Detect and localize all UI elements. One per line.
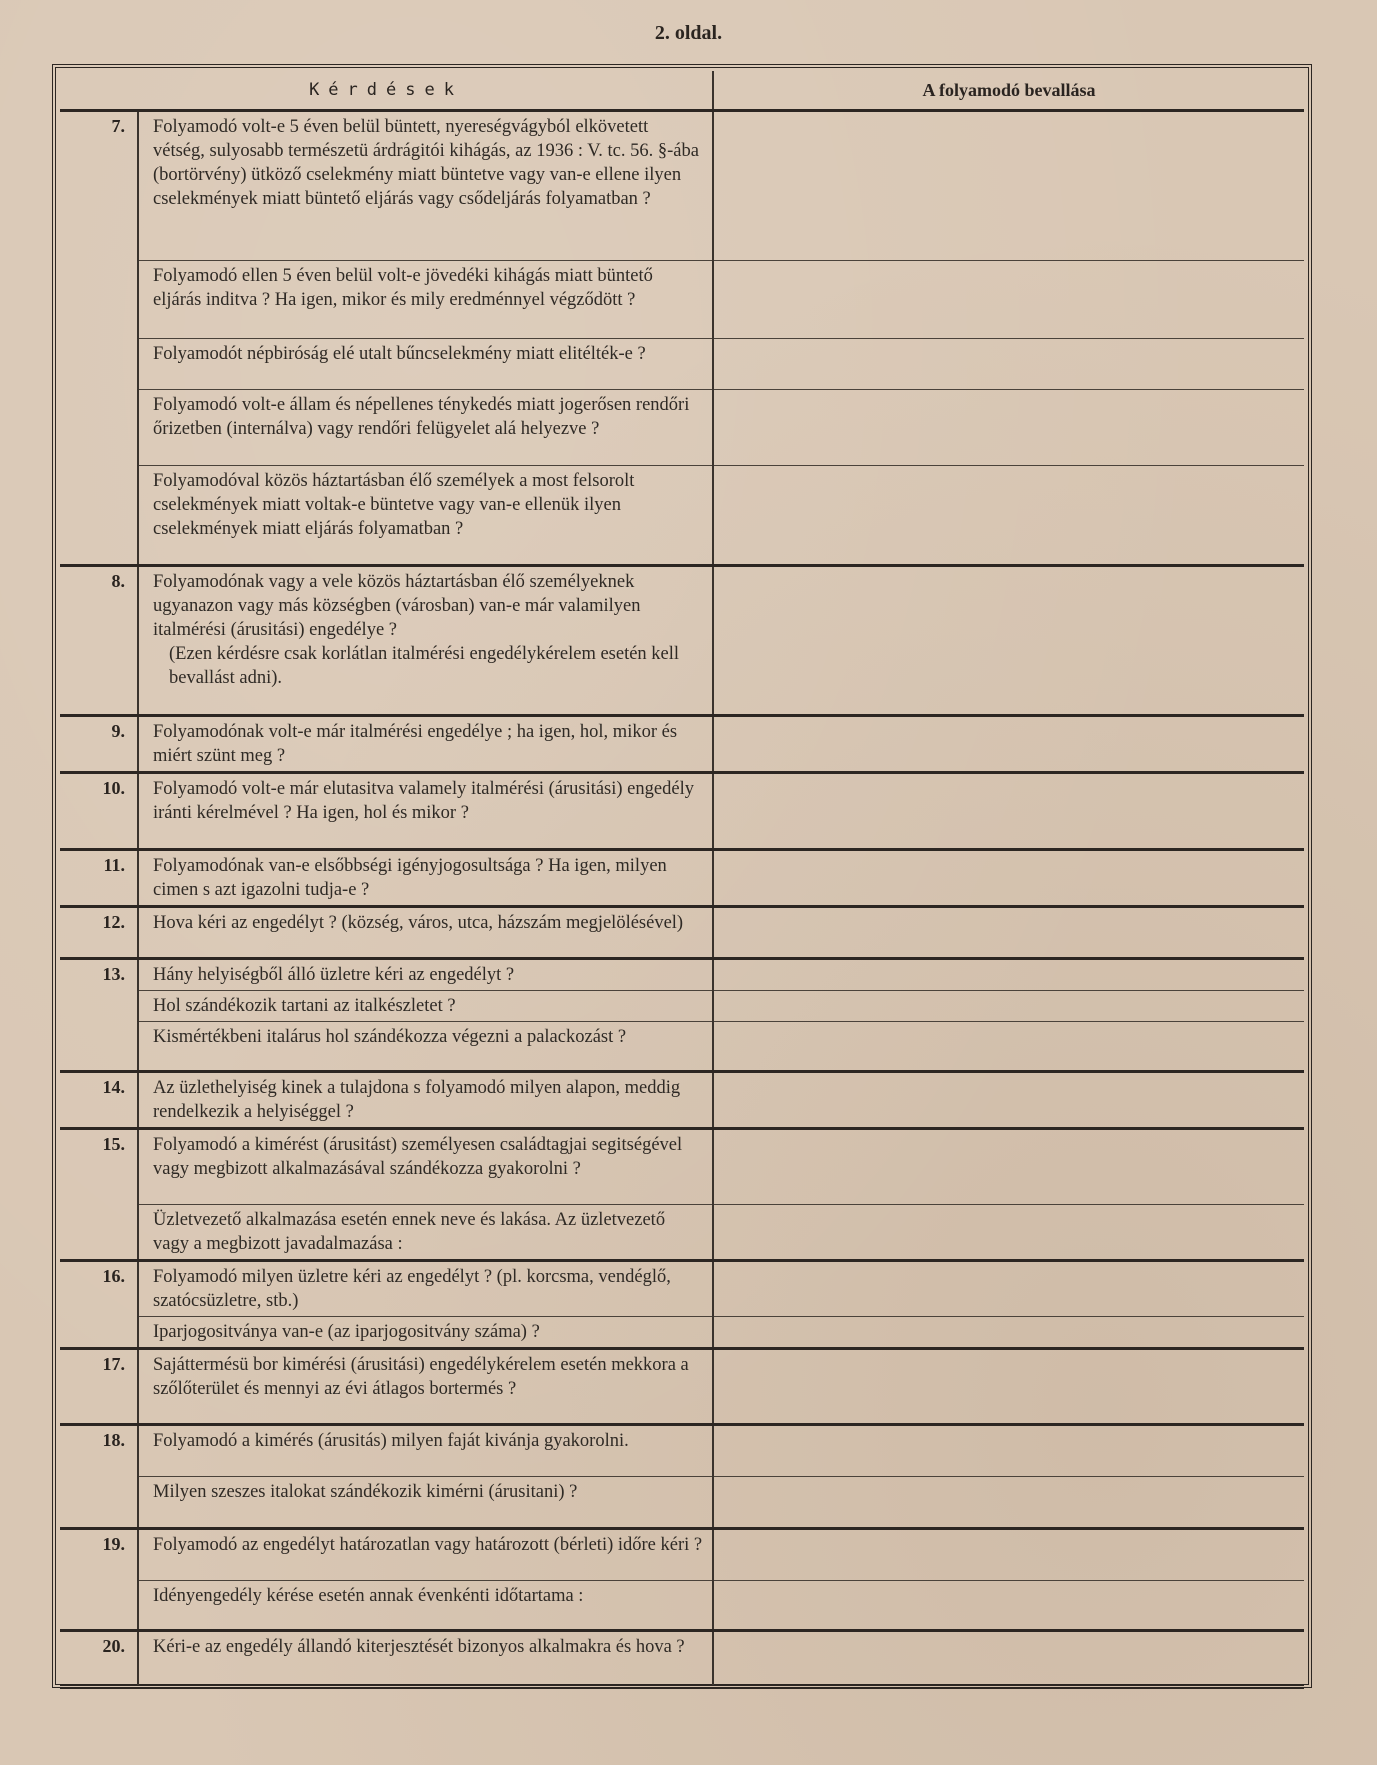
table-row — [60, 1129, 1304, 1205]
table-row — [60, 261, 1304, 339]
table-row — [60, 566, 1304, 716]
question-text: Üzletvezető alkalmazása esetén ennek neve és lakása. Az üzletvezető vagy a megbizott javadalmazása : — [138, 1205, 713, 1261]
table-row — [60, 850, 1304, 907]
question-number: 18. — [60, 1425, 138, 1477]
question-note: (Ezen kérdésre csak korlátlan italmérési engedélykérelem esetén kell bevallást adni). — [169, 644, 680, 688]
table-row — [60, 959, 1304, 991]
question-number: 11. — [60, 850, 138, 907]
answer-field[interactable] — [713, 1205, 1304, 1261]
question-text: Folyamodó ellen 5 éven belül volt-e jövedéki kihágás miatt büntető eljárás inditva ? Ha igen, mikor és mily eredménnyel végződött ? — [138, 261, 713, 339]
question-number: 16. — [60, 1261, 138, 1317]
question-cell — [138, 566, 713, 716]
table-row — [60, 390, 1304, 466]
question-number: 15. — [60, 1129, 138, 1205]
answer-field[interactable] — [713, 773, 1304, 850]
question-number — [60, 991, 138, 1022]
answer-field[interactable] — [713, 991, 1304, 1022]
table-row — [60, 991, 1304, 1022]
question-number — [60, 261, 138, 339]
answer-field[interactable] — [713, 1631, 1304, 1687]
question-text: Kéri-e az engedély állandó kiterjesztését bizonyos alkalmakra és hova ? — [138, 1631, 713, 1687]
question-number — [60, 390, 138, 466]
question-text: Iparjogositványa van-e (az iparjogositvány száma) ? — [138, 1317, 713, 1349]
question-number — [60, 1022, 138, 1072]
answer-field[interactable] — [713, 1129, 1304, 1205]
question-number: 10. — [60, 773, 138, 850]
table-row — [60, 466, 1304, 566]
table-row — [60, 1581, 1304, 1631]
question-text: Folyamodó az engedélyt határozatlan vagy határozott (bérleti) időre kéri ? — [138, 1529, 713, 1581]
answer-field[interactable] — [713, 959, 1304, 991]
question-text: Kismértékbeni italárus hol szándékozza végezni a palackozást ? — [138, 1022, 713, 1072]
question-number — [60, 1205, 138, 1261]
table-row — [60, 1261, 1304, 1317]
question-text: Folyamodó milyen üzletre kéri az engedélyt ? (pl. korcsma, vendéglő, szatócsüzletre, stb.) — [138, 1261, 713, 1317]
answer-field[interactable] — [713, 716, 1304, 773]
answer-field[interactable] — [713, 1425, 1304, 1477]
table-row — [60, 1317, 1304, 1349]
question-number: 14. — [60, 1072, 138, 1129]
table-row — [60, 1477, 1304, 1529]
table-row — [60, 339, 1304, 390]
table-row — [60, 1425, 1304, 1477]
answer-field[interactable] — [713, 566, 1304, 716]
answer-field[interactable] — [713, 1477, 1304, 1529]
answer-field[interactable] — [713, 1529, 1304, 1581]
question-text: Folyamodóval közös háztartásban élő személyek a most felsorolt cselekmények miatt voltak-e büntetve vagy van-e ellenük ilyen cselekmények miatt eljárás folyamatban ? — [138, 466, 713, 566]
table-row — [60, 1631, 1304, 1687]
question-number: 12. — [60, 907, 138, 959]
answer-field[interactable] — [713, 907, 1304, 959]
question-text: Milyen szeszes italokat szándékozik kimérni (árusitani) ? — [138, 1477, 713, 1529]
answer-field[interactable] — [713, 1261, 1304, 1317]
answer-field[interactable] — [713, 1022, 1304, 1072]
question-number: 7. — [60, 111, 138, 261]
table-row — [60, 1072, 1304, 1129]
questionnaire-table — [60, 71, 1304, 1689]
question-text: Folyamodó a kimérés (árusitás) milyen faját kivánja gyakorolni. — [138, 1425, 713, 1477]
question-text: Sajáttermésü bor kimérési (árusitási) engedélykérelem esetén mekkora a szőlőterület és mennyi az évi átlagos bortermés ? — [138, 1349, 713, 1425]
question-text: Hol szándékozik tartani az italkészletet ? — [138, 991, 713, 1022]
table-row — [60, 111, 1304, 261]
question-text: Hova kéri az engedélyt ? (község, város, utca, házszám megjelölésével) — [138, 907, 713, 959]
answer-field[interactable] — [713, 390, 1304, 466]
table-row — [60, 907, 1304, 959]
header-questions: Kérdések — [60, 71, 713, 111]
answer-field[interactable] — [713, 1349, 1304, 1425]
table-row — [60, 773, 1304, 850]
question-number: 13. — [60, 959, 138, 991]
answer-field[interactable] — [713, 261, 1304, 339]
question-number: 8. — [60, 566, 138, 716]
question-number — [60, 339, 138, 390]
table-row — [60, 1205, 1304, 1261]
question-number — [60, 1581, 138, 1631]
answer-field[interactable] — [713, 1072, 1304, 1129]
question-number: 19. — [60, 1529, 138, 1581]
table-row — [60, 716, 1304, 773]
page-number: 2. oldal. — [654, 22, 723, 44]
question-text: Folyamodónak van-e elsőbbségi igényjogosultsága ? Ha igen, milyen cimen s azt igazolni tudja-e ? — [138, 850, 713, 907]
question-text: Hány helyiségből álló üzletre kéri az engedélyt ? — [138, 959, 713, 991]
question-number: 9. — [60, 716, 138, 773]
question-number — [60, 466, 138, 566]
header-answers: A folyamodó bevallása — [713, 71, 1304, 111]
answer-field[interactable] — [713, 1581, 1304, 1631]
question-number — [60, 1317, 138, 1349]
table-row — [60, 1529, 1304, 1581]
answer-field[interactable] — [713, 850, 1304, 907]
question-text: Az üzlethelyiség kinek a tulajdona s folyamodó milyen alapon, meddig rendelkezik a helyiséggel ? — [138, 1072, 713, 1129]
question-text: Folyamodó volt-e 5 éven belül büntett, nyereségvágyból elkövetett vétség, sulyosabb természetü árdrágitói kihágás, az 1936 : V. tc. 56. §-ába (bortörvény) ütköző cselekmény miatt büntetve vagy van-e ellene ilyen cselekmények miatt büntető eljárás vagy csődeljárás folyamatban ? — [138, 111, 713, 261]
question-text: Folyamodó volt-e állam és népellenes ténykedés miatt jogerősen rendőri őrizetben (internálva) vagy rendőri felügyelet alá helyezve ? — [138, 390, 713, 466]
question-number — [60, 1477, 138, 1529]
question-text: Folyamodónak vagy a vele közös háztartásban élő személyeknek ugyanazon vagy más községben (városban) van-e már valamilyen italmérési (árusitási) engedélye ? — [153, 572, 641, 640]
answer-field[interactable] — [713, 1317, 1304, 1349]
table-row — [60, 1022, 1304, 1072]
answer-field[interactable] — [713, 111, 1304, 261]
answer-field[interactable] — [713, 339, 1304, 390]
question-text: Folyamodónak volt-e már italmérési engedélye ; ha igen, hol, mikor és miért szünt meg ? — [138, 716, 713, 773]
question-text: Folyamodó volt-e már elutasitva valamely italmérési (árusitási) engedély iránti kérelmével ? Ha igen, hol és mikor ? — [138, 773, 713, 850]
question-text: Idényengedély kérése esetén annak évenkénti időtartama : — [138, 1581, 713, 1631]
question-text: Folyamodót népbiróság elé utalt bűncselekmény miatt elitélték-e ? — [138, 339, 713, 390]
answer-field[interactable] — [713, 466, 1304, 566]
question-number: 20. — [60, 1631, 138, 1687]
table-row — [60, 1349, 1304, 1425]
question-text: Folyamodó a kimérést (árusitást) személyesen családtagjai segitségével vagy megbizott alkalmazásával szándékozza gyakorolni ? — [138, 1129, 713, 1205]
question-number: 17. — [60, 1349, 138, 1425]
